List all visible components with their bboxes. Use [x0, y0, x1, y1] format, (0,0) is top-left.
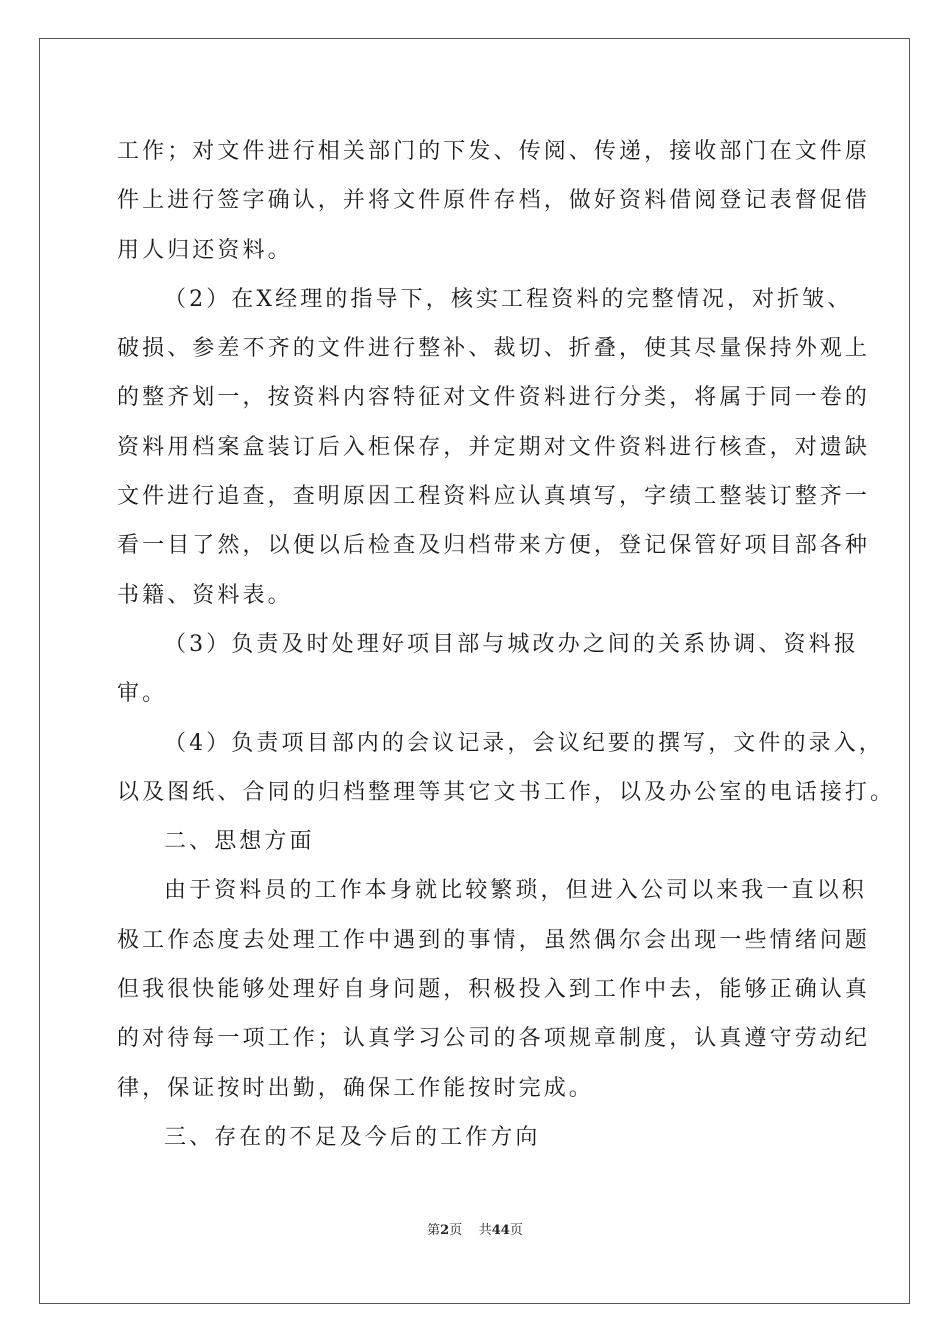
text-line: 由于资料员的工作本身就比较繁琐，但进入公司以来我一直以积 [164, 878, 867, 904]
text-line: 的整齐划一，按资料内容特征对文件资料进行分类，将属于同一卷的 [117, 385, 871, 411]
text-line: 破损、参差不齐的文件进行整补、裁切、折叠，使其尽量保持外观上 [117, 336, 871, 362]
text-line: 件上进行签字确认，并将文件原件存档，做好资料借阅登记表督促借 [117, 188, 871, 214]
text-line: 审。 [117, 681, 168, 707]
total-prefix: 共 [478, 1223, 492, 1238]
page-footer [0, 1219, 950, 1238]
text-line: 极工作态度去处理工作中遇到的事情，虽然偶尔会出现一些情绪问题 [117, 927, 871, 953]
text-line: 但我很快能够处理好自身问题，积极投入到工作中去，能够正确认真 [117, 977, 871, 1003]
list-item-2-line: （2）在X经理的指导下，核实工程资料的完整情况，对折皱、 [164, 286, 853, 312]
text-line: 律，保证按时出勤，确保工作能按时完成。 [117, 1075, 594, 1101]
text-line: 资料用档案盒装订后入柜保存，并定期对文件资料进行核查，对遗缺 [117, 434, 871, 460]
document-body [117, 127, 896, 1162]
page-prefix: 第 [427, 1223, 441, 1238]
text-line: 工作；对文件进行相关部门的下发、传阅、传递，接收部门在文件原 [117, 139, 871, 164]
page-suffix: 页 [449, 1223, 463, 1238]
text-line: 以及图纸、合同的归档整理等其它文书工作，以及办公室的电话接打。 [117, 779, 896, 805]
section-heading-thoughts: 二、思想方面 [164, 829, 315, 855]
list-item-3-line: （3）负责及时处理好项目部与城改办之间的关系协调、资料报 [164, 631, 859, 657]
list-item-4-line: （4）负责项目部内的会议记录，会议纪要的撰写，文件的录入， [164, 730, 884, 756]
text-line: 的对待每一项工作；认真学习公司的各项规章制度，认真遵守劳动纪 [117, 1026, 871, 1052]
text-line: 文件进行追查，查明原因工程资料应认真填写，字绩工整装订整齐一 [117, 484, 871, 510]
text-line: 书籍、资料表。 [117, 582, 293, 608]
section-heading-shortcomings: 三、存在的不足及今后的工作方向 [164, 1124, 541, 1150]
text-line: 看一目了然，以便以后检查及归档带来方便，登记保管好项目部各种 [117, 533, 871, 559]
text-line: 用人归还资料。 [117, 237, 293, 263]
total-suffix: 页 [509, 1223, 523, 1238]
page-number: 2 [440, 1223, 450, 1238]
total-pages: 44 [491, 1223, 510, 1238]
